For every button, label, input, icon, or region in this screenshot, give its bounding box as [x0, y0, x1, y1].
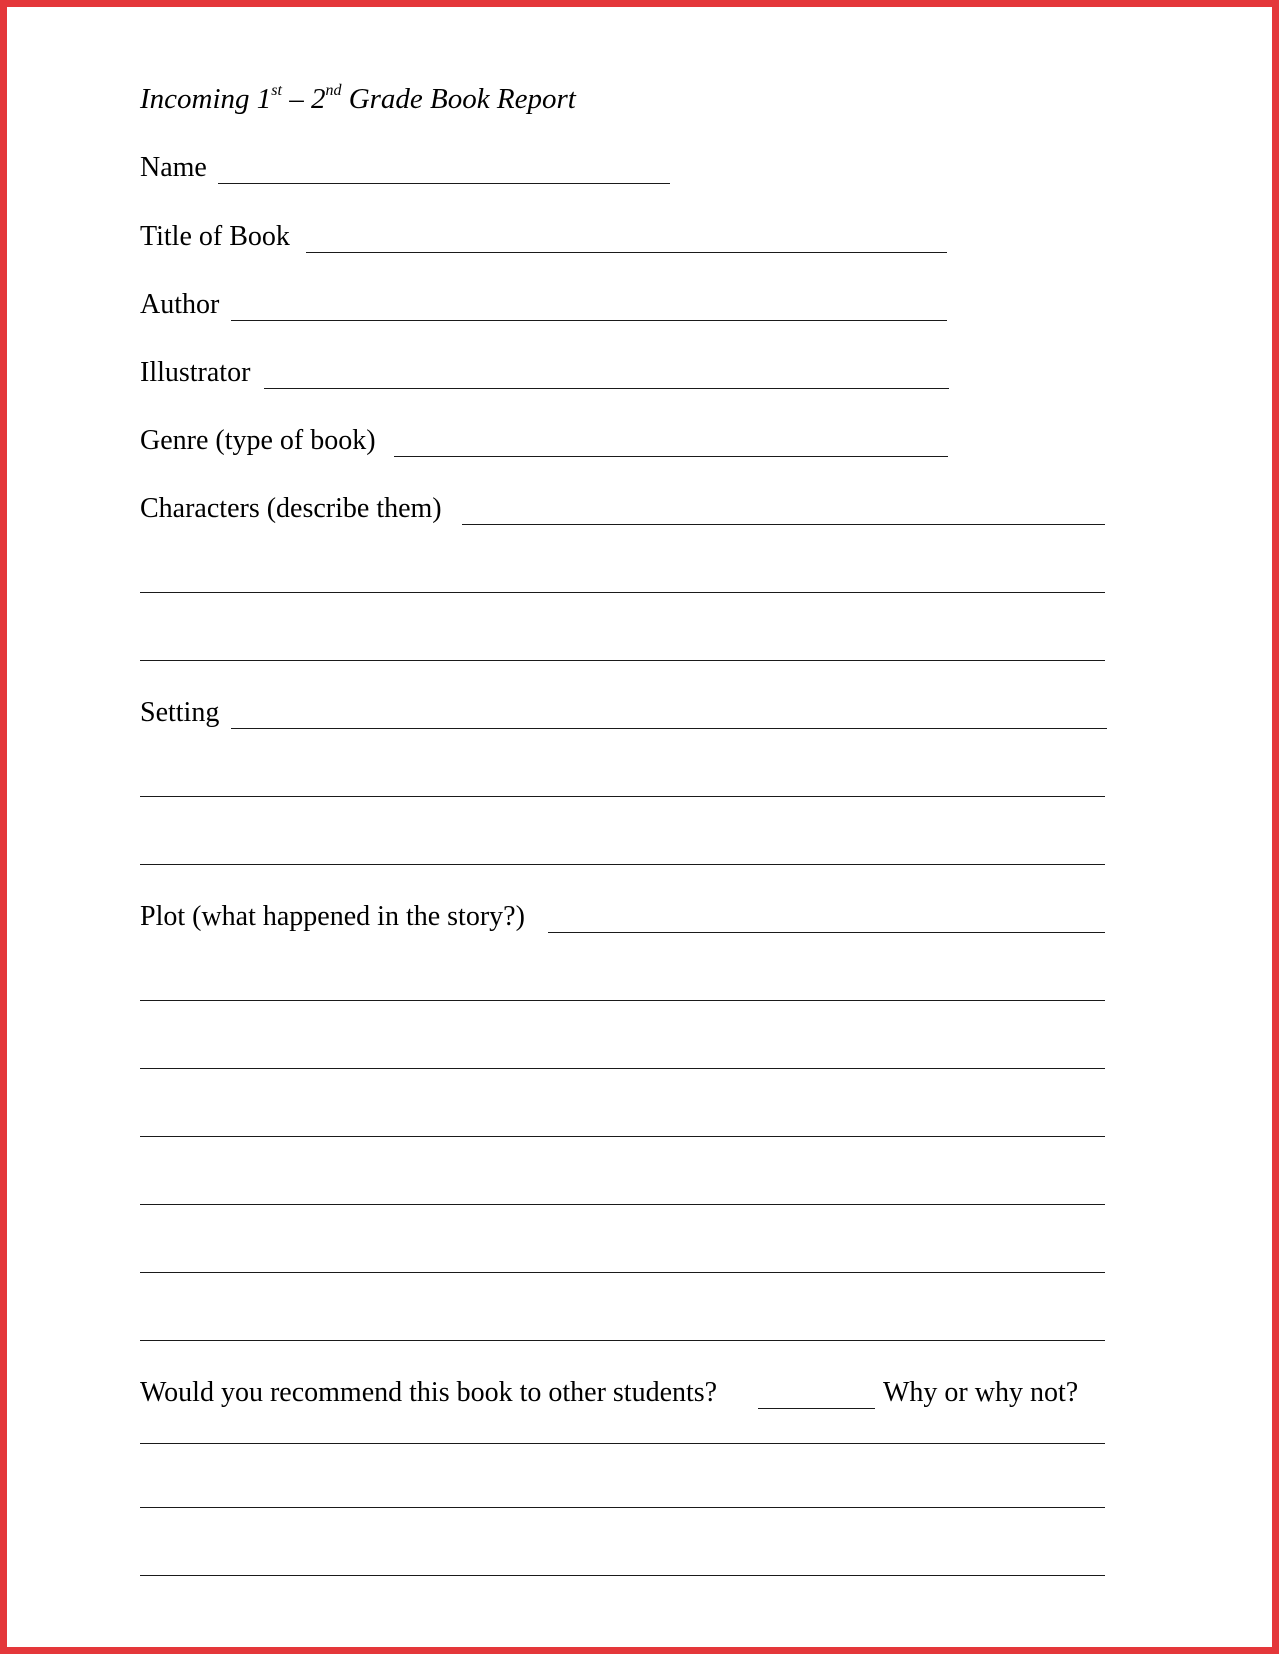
plot-answer-line-1[interactable] [548, 932, 1105, 933]
title-part-2: – 2 [281, 83, 326, 115]
setting-label: Setting [140, 697, 220, 728]
genre-label: Genre (type of book) [140, 425, 376, 456]
name-answer-line[interactable] [218, 183, 670, 184]
why-answer-line-1[interactable] [140, 1443, 1105, 1444]
characters-label: Characters (describe them) [140, 493, 442, 524]
page-title [140, 82, 576, 115]
recommend-label: Would you recommend this book to other students? [140, 1377, 718, 1408]
title-part-1: Incoming 1 [140, 83, 272, 115]
author-answer-line[interactable] [231, 320, 947, 321]
plot-answer-line-3[interactable] [140, 1068, 1105, 1069]
why-answer-line-2[interactable] [140, 1507, 1105, 1508]
why-answer-line-3[interactable] [140, 1575, 1105, 1576]
title-part-3: Grade Book Report [341, 83, 576, 115]
plot-answer-line-6[interactable] [140, 1272, 1105, 1273]
name-label: Name [140, 152, 207, 183]
title-of-book-label: Title of Book [140, 221, 290, 252]
author-label: Author [140, 289, 220, 320]
genre-answer-line[interactable] [394, 456, 948, 457]
why-label: Why or why not? [883, 1377, 1079, 1408]
illustrator-answer-line[interactable] [264, 388, 949, 389]
characters-answer-line-3[interactable] [140, 660, 1105, 661]
plot-answer-line-5[interactable] [140, 1204, 1105, 1205]
characters-answer-line-1[interactable] [462, 524, 1105, 525]
plot-answer-line-2[interactable] [140, 1000, 1105, 1001]
setting-answer-line-1[interactable] [231, 728, 1107, 729]
title-of-book-answer-line[interactable] [306, 252, 947, 253]
setting-answer-line-3[interactable] [140, 864, 1105, 865]
setting-answer-line-2[interactable] [140, 796, 1105, 797]
plot-answer-line-4[interactable] [140, 1136, 1105, 1137]
recommend-answer-line[interactable] [758, 1408, 875, 1409]
title-superscript-nd: nd [325, 82, 342, 100]
illustrator-label: Illustrator [140, 357, 251, 388]
plot-answer-line-7[interactable] [140, 1340, 1105, 1341]
plot-label: Plot (what happened in the story?) [140, 901, 525, 932]
title-superscript-st: st [271, 82, 282, 100]
characters-answer-line-2[interactable] [140, 592, 1105, 593]
